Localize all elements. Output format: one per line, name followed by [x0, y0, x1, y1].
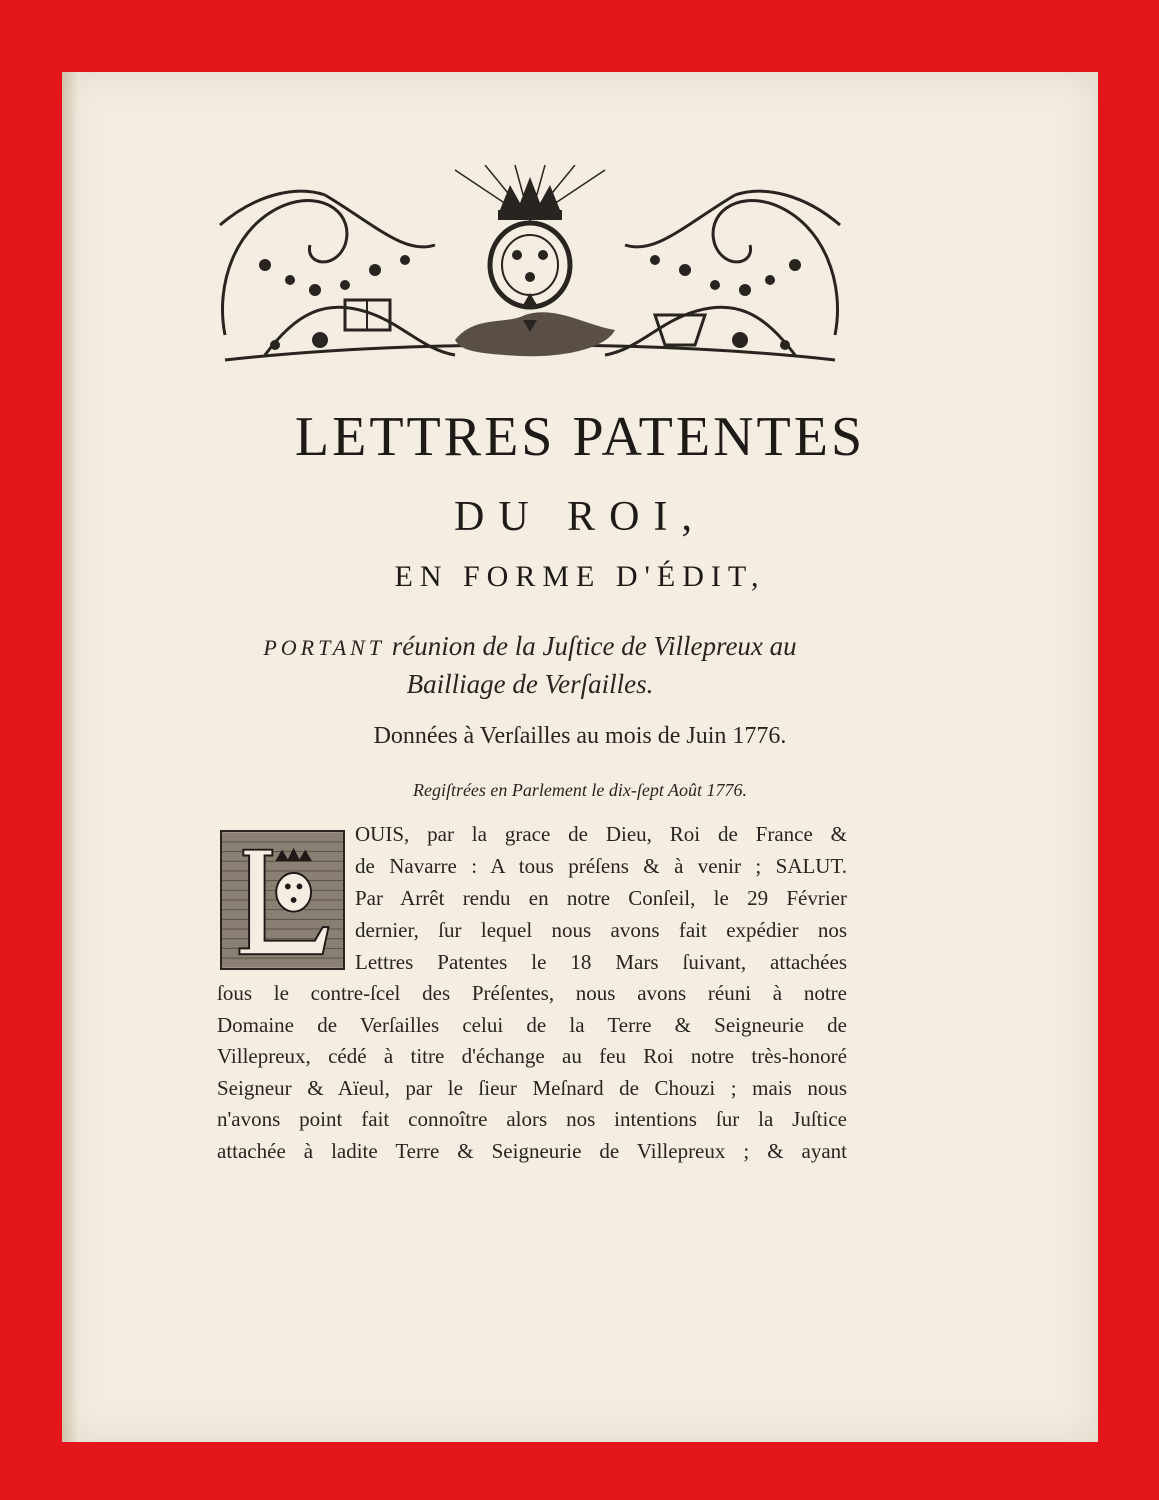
initial-letter-image	[222, 832, 343, 968]
body-line: Villepreux, cédé à titre d'échange au feu Roi notre très-honoré	[217, 1044, 847, 1068]
decorated-initial-L	[220, 830, 345, 970]
intro-line: dernier, ſur lequel nous avons fait expédier nos	[355, 918, 847, 942]
intro-line: Lettres Patentes le 18 Mars ſuivant, attachées	[355, 950, 847, 974]
intro-line: Par Arrêt rendu en notre Conſeil, le 29 Février	[355, 886, 847, 910]
given-line: Données à Verſailles au mois de Juin 1776.	[373, 723, 787, 749]
body-line: Seigneur & Aïeul, par le ſieur Meſnard de Chouzi ; mais nous	[217, 1075, 847, 1100]
purpose-statement	[200, 628, 860, 703]
intro-line: OUIS, par la grace de Dieu, Roi de France &	[355, 822, 847, 846]
purpose-line-2: Bailliage de Verſailles.	[406, 669, 654, 699]
body-line: n'avons point fait connoître alors nos intentions ſur la Juſtice	[217, 1107, 847, 1131]
document-form-line: EN FORME D'ÉDIT,	[394, 560, 766, 593]
body-paragraph	[217, 978, 847, 1167]
document-title: LETTRES PATENTES	[294, 406, 866, 468]
document-subtitle: DU ROI,	[454, 494, 706, 540]
body-line: attachée à ladite Terre & Seigneurie de Villepreux ; & ayant	[217, 1138, 847, 1163]
purpose-line-1: réunion de la Juſtice de Villepreux au	[391, 631, 797, 661]
registered-line: Regiſtrées en Parlement le dix-ſept Août 1776.	[412, 780, 748, 800]
intro-paragraph	[355, 818, 847, 978]
headpiece-ornament	[205, 165, 855, 380]
intro-line: de Navarre : A tous préſens & à venir ; SALUT.	[355, 854, 847, 878]
paper-edge	[62, 72, 78, 1442]
body-line: ſous le contre-ſcel des Préſentes, nous avons réuni à notre	[217, 981, 847, 1005]
purpose-lead-word: PORTANT	[263, 635, 386, 660]
body-line: Domaine de Verſailles celui de la Terre & Seigneurie de	[217, 1012, 847, 1037]
